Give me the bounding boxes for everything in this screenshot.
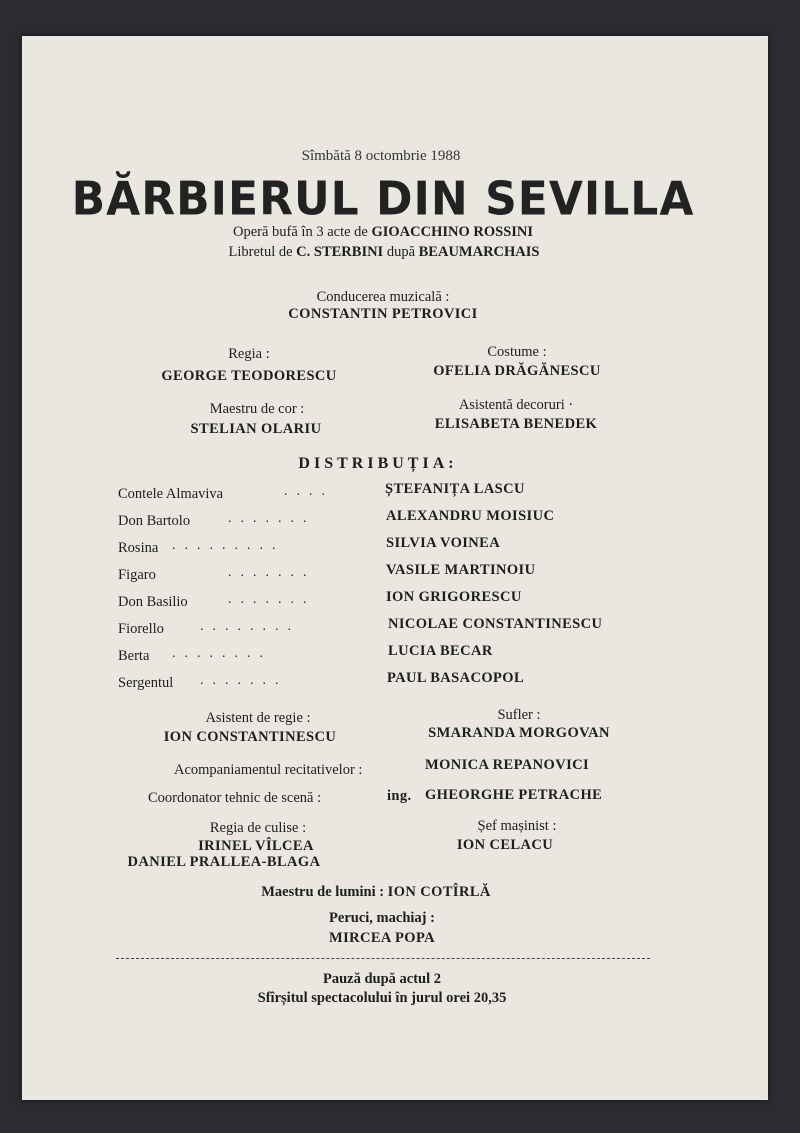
cast-actor: VASILE MARTINOIU	[386, 562, 536, 578]
regia-name: GEORGE TEODORESCU	[161, 368, 337, 384]
cast-actor: ALEXANDRU MOISIUC	[386, 508, 555, 524]
decor-label: Asistentă decoruri ·	[458, 397, 574, 413]
masinist-name: ION CELACU	[456, 837, 554, 853]
cast-dots: .........	[172, 538, 285, 553]
cast-dots: .......	[228, 565, 316, 580]
sufler-name: SMARANDA MORGOVAN	[428, 725, 610, 741]
culise-label: Regia de culise :	[209, 820, 307, 836]
dashed-divider	[116, 958, 650, 959]
peruci-name: MIRCEA POPA	[328, 930, 436, 946]
acomp-name: MONICA REPANOVICI	[425, 757, 590, 773]
performance-date: Sîmbătă 8 octombrie 1988	[301, 148, 461, 164]
cast-dots: .......	[200, 673, 288, 688]
author-name: BEAUMARCHAIS	[418, 244, 540, 260]
masinist-label: Șef mașinist :	[477, 818, 557, 834]
culise-name2: DANIEL PRALLEA-BLAGA	[127, 854, 321, 870]
conductor-name: CONSTANTIN PETROVICI	[288, 306, 478, 322]
chorus-name: STELIAN OLARIU	[190, 421, 322, 437]
lumini-line	[261, 883, 491, 901]
cast-role: Rosina	[118, 540, 159, 556]
culise-name1: IRINEL VÎLCEA	[198, 838, 314, 854]
opera-title: BĂRBIERUL DIN SEVILLA	[71, 172, 695, 227]
asistent-label: Asistent de regie :	[205, 710, 311, 726]
cast-dots: .......	[228, 511, 316, 526]
cast-dots: ........	[172, 646, 272, 661]
cast-dots: ........	[200, 619, 300, 634]
asistent-name: ION CONSTANTINESCU	[163, 729, 337, 745]
subtitle-composer	[233, 224, 533, 241]
cast-role: Sergentul	[118, 675, 174, 691]
cast-actor: PAUL BASACOPOL	[387, 670, 525, 686]
libretto-prefix: Libretul de	[228, 244, 297, 260]
cast-role: Berta	[118, 648, 150, 664]
costume-label: Costume :	[487, 344, 547, 360]
cast-actor: NICOLAE CONSTANTINESCU	[388, 616, 603, 632]
footer-pause: Pauză după actul 2	[322, 971, 442, 987]
costume-name: OFELIA DRĂGĂNESCU	[433, 363, 601, 379]
cast-actor: LUCIA BECAR	[388, 643, 493, 659]
lumini-label: Maestru de lumini :	[261, 884, 388, 900]
coord-name: GHEORGHE PETRACHE	[425, 787, 603, 803]
cast-role: Contele Almaviva	[118, 486, 224, 502]
librettist-name: C. STERBINI	[296, 244, 384, 260]
regia-label: Regia :	[228, 346, 270, 362]
coord-label: Coordonator tehnic de scenă :	[148, 790, 322, 806]
cast-heading: DISTRIBUȚIA:	[298, 455, 458, 472]
cast-role: Figaro	[118, 567, 156, 583]
program-sheet	[22, 36, 768, 1100]
subtitle-prefix: Operă bufă în 3 acte de	[232, 224, 372, 240]
footer-end-time: Sfîrșitul spectacolului în jurul orei 20,35	[257, 990, 507, 1006]
cast-role: Don Bartolo	[118, 513, 191, 529]
composer-name: GIOACCHINO ROSSINI	[371, 224, 534, 240]
libretto-mid: după	[383, 244, 419, 260]
lumini-name: ION COTÎRLĂ	[387, 884, 491, 900]
peruci-label: Peruci, machiaj :	[329, 910, 435, 926]
subtitle-libretto	[229, 244, 540, 261]
acomp-label: Acompaniamentul recitativelor :	[174, 762, 363, 778]
cast-dots: ....	[284, 484, 334, 499]
cast-role: Don Basilio	[118, 594, 188, 610]
decor-name: ELISABETA BENEDEK	[434, 416, 598, 432]
cast-actor: SILVIA VOINEA	[386, 535, 501, 551]
cast-actor: ȘTEFANIȚA LASCU	[385, 481, 525, 497]
cast-dots: .......	[228, 592, 316, 607]
cast-actor: ION GRIGORESCU	[386, 589, 522, 605]
conductor-label: Conducerea muzicală :	[316, 289, 450, 305]
coord-prefix: ing.	[387, 788, 412, 804]
cast-role: Fiorello	[118, 621, 164, 637]
sufler-label: Sufler :	[497, 707, 541, 723]
chorus-label: Maestru de cor :	[209, 401, 305, 417]
